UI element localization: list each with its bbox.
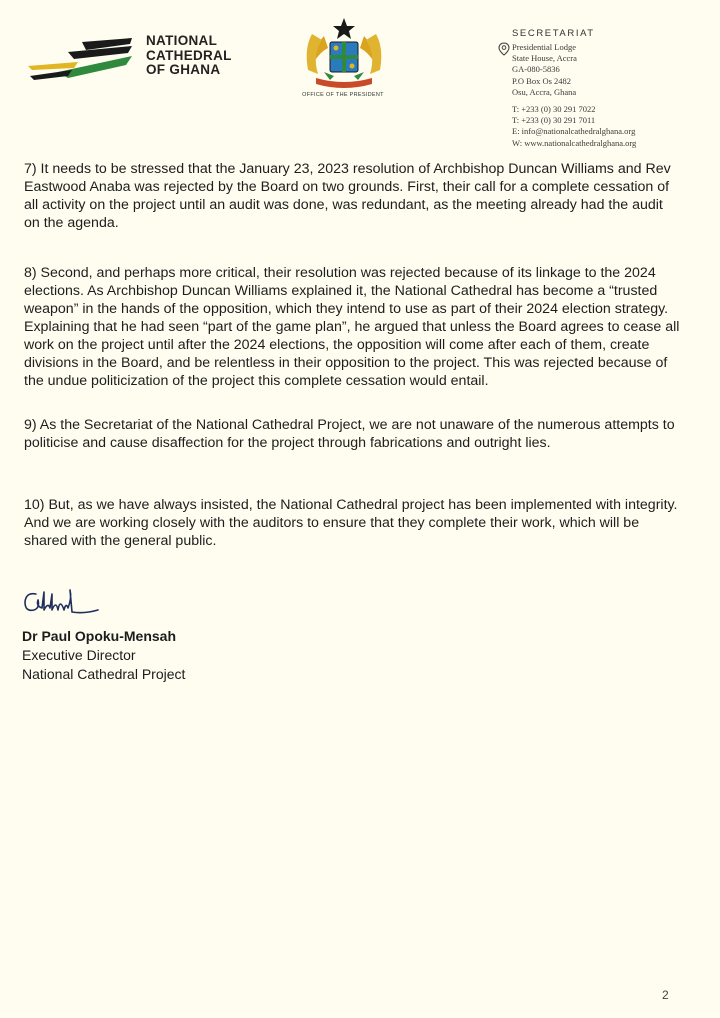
address-line: GA-080-5836 [512,64,560,75]
secretariat-title: SECRETARIAT [512,28,595,39]
national-cathedral-logo [28,32,268,88]
coat-of-arms-icon [294,14,394,104]
secretariat-contacts [512,104,636,149]
logo-line-1: NATIONAL [146,33,218,48]
contact-website: W: www.nationalcathedralghana.org [512,137,637,148]
signatory-organization: National Cathedral Project [22,666,186,682]
address-line: Osu, Accra, Ghana [512,86,577,97]
paragraph-7: 7) It needs to be stressed that the January 23, 2023 resolution of Archbishop Duncan Williams and Rev Eastwood Anaba was rejected by the Board on two grounds. First, their call for a complete cessation of all activity on the project until an audit was done, was redundant, as the meeting already had the audit on the agenda. [24,161,671,231]
logo-line-2: CATHEDRAL [146,47,232,63]
logo-mark-icon [28,36,140,84]
contact-phone-2: T: +233 (0) 30 291 7011 [512,115,596,126]
location-pin-icon [498,42,510,56]
contact-email: E: info@nationalcathedralghana.org [512,126,636,137]
address-line: P.O Box Os 2482 [512,75,572,86]
paragraph-10: 10) But, as we have always insisted, the National Cathedral project has been implemented with integrity. And we are working closely with the auditors to ensure that they complete their work, which will be shared with the general public. [24,497,678,549]
page-number: 2 [662,988,669,1002]
paragraph-9: 9) As the Secretariat of the National Cathedral Project, we are not unaware of the numerous attempts to politicise and cause disaffection for the project through fabrications and outright lies. [24,417,675,451]
logo-line-3: OF GHANA [146,62,221,77]
signatory-name: Dr Paul Opoku-Mensah [22,628,177,644]
coat-of-arms-caption: OFFICE OF THE PRESIDENT [302,92,384,98]
handwritten-signature [22,584,102,620]
signatory-title: Executive Director [22,647,136,663]
address-line: State House, Accra [512,53,577,64]
logo-wordmark [146,34,232,78]
secretariat-address [512,42,577,98]
paragraph-8: 8) Second, and perhaps more critical, their resolution was rejected because of its linkage to the 2024 elections. As Archbishop Duncan Williams explained it, the National Cathedral has become a “trusted weapon” in the hands of the opposition, which they intend to use as part of their 2024 election strategy. Explaining that he had seen “part of the game plan”, he argued that unless the Board agrees to cease all work on the project until after the 2024 elections, the opposition will come after each of them, create divisions in the Board, and be relentless in their opposition to the project. This was rejected because of the undue politicization of the project this complete cessation would entail. [24,265,680,389]
contact-phone-1: T: +233 (0) 30 291 7022 [512,104,596,114]
address-line: Presidential Lodge [512,42,576,52]
